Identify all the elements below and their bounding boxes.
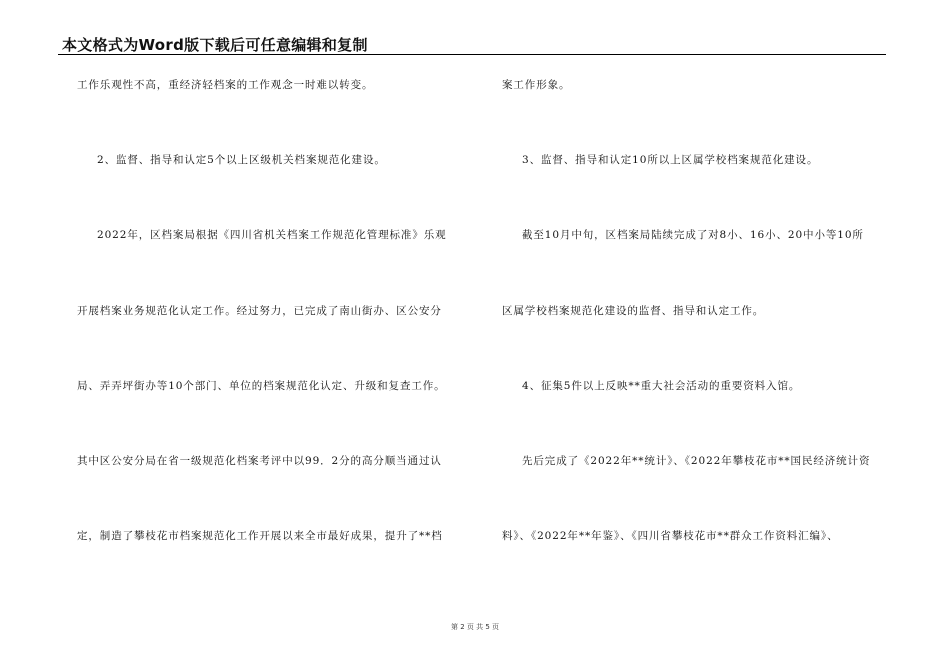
paragraph-line: 案工作形象。 — [502, 79, 571, 91]
paragraph-line: 开展档案业务规范化认定工作。经过努力，已完成了南山街办、区公安分 — [77, 305, 442, 317]
paragraph-line: 工作乐观性不高，重经济轻档案的工作观念一时难以转变。 — [77, 79, 374, 91]
paragraph-line: 截至10月中旬，区档案局陆续完成了对8小、16小、20中小等10所 — [522, 229, 864, 241]
paragraph-line: 其中区公安分局在省一级规范化档案考评中以99．2分的高分顺当通过认 — [77, 455, 442, 467]
paragraph-line: 3、监督、指导和认定10所以上区属学校档案规范化建设。 — [522, 154, 819, 166]
paragraph-line: 区属学校档案规范化建设的监督、指导和认定工作。 — [502, 305, 765, 317]
paragraph-line: 4、征集5件以上反映**重大社会活动的重要资料入馆。 — [522, 380, 801, 392]
paragraph-line: 料》、《2022年**年鉴》、《四川省攀枝花市**群众工作资料汇编》、 — [502, 530, 839, 542]
paragraph-line: 2022年，区档案局根据《四川省机关档案工作规范化管理标准》乐观 — [97, 229, 447, 241]
paragraph-line: 2、监督、指导和认定5个以上区级机关档案规范化建设。 — [97, 154, 386, 166]
paragraph-line: 定，制造了攀枝花市档案规范化工作开展以来全市最好成果，提升了**档 — [77, 530, 443, 542]
paragraph-line: 先后完成了《2022年**统计》、《2022年攀枝花市**国民经济统计资 — [522, 455, 871, 467]
page-number-footer: 第 2 页 共 5 页 — [450, 623, 500, 631]
page-header-title: 本文格式为Word版下载后可任意编辑和复制 — [62, 36, 368, 54]
header-divider — [58, 54, 886, 55]
paragraph-line: 局、弄弄坪街办等10个部门、单位的档案规范化认定、升级和复查工作。 — [77, 380, 446, 392]
